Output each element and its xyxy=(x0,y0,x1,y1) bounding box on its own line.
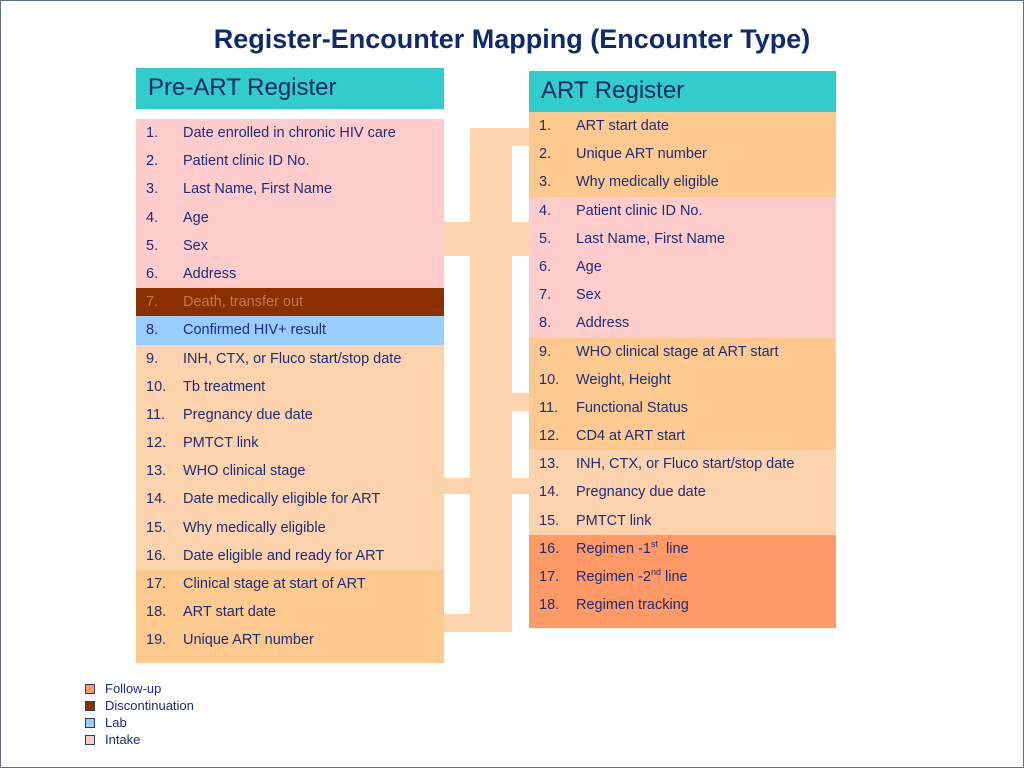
row-text xyxy=(183,175,444,203)
row-text-main: PMTCT link xyxy=(576,512,652,529)
row-number: 8. xyxy=(146,322,159,339)
row-text-main: Tb treatment xyxy=(183,378,266,395)
legend-label: Intake xyxy=(105,732,141,747)
row-number: 9. xyxy=(146,350,159,367)
row-number: 3. xyxy=(146,181,159,198)
art-register-header: ART Register xyxy=(529,71,836,112)
row-text xyxy=(576,507,836,535)
register-row xyxy=(529,478,836,506)
row-number: 1. xyxy=(539,118,552,134)
register-row xyxy=(529,225,836,253)
row-text xyxy=(576,394,836,422)
register-row xyxy=(136,401,444,429)
row-text-main: CD4 at ART start xyxy=(576,428,686,445)
legend-label: Follow-up xyxy=(105,681,162,696)
row-text-main: Regimen tracking xyxy=(576,597,689,614)
row-number: 17. xyxy=(146,576,167,592)
row-text-main: Patient clinic ID No. xyxy=(576,202,703,219)
row-text xyxy=(183,345,444,373)
register-row xyxy=(136,175,444,203)
row-text-main: Last Name, First Name xyxy=(576,230,726,247)
row-text-main: Weight, Height xyxy=(576,371,671,388)
register-row xyxy=(136,542,444,570)
register-row xyxy=(529,253,836,281)
register-row xyxy=(136,119,444,147)
row-text-main: Date enrolled in chronic HIV care xyxy=(183,125,396,141)
row-text-main: INH, CTX, or Fluco start/stop date xyxy=(576,456,795,473)
connector-functional xyxy=(512,393,530,411)
row-text xyxy=(576,112,836,140)
row-text-main: Clinical stage at start of ART xyxy=(183,576,366,592)
row-text xyxy=(183,204,444,232)
register-row xyxy=(136,485,444,513)
row-number: 14. xyxy=(539,484,560,501)
pre-art-footer-band xyxy=(136,655,444,663)
row-text xyxy=(576,281,836,309)
register-row xyxy=(529,112,836,140)
row-number: 19. xyxy=(146,632,167,649)
register-row xyxy=(136,288,444,316)
register-row xyxy=(136,570,444,598)
row-number: 13. xyxy=(539,456,560,473)
register-row xyxy=(529,338,836,366)
row-number: 13. xyxy=(146,463,167,480)
row-text xyxy=(183,288,444,316)
register-row xyxy=(529,168,836,196)
row-text-main: Regimen -2 xyxy=(576,569,651,585)
register-row xyxy=(136,373,444,401)
row-text xyxy=(576,422,836,450)
pre-art-row-list xyxy=(136,119,444,655)
connector-top xyxy=(470,128,530,146)
row-number: 4. xyxy=(146,209,159,226)
connector-vertical xyxy=(470,128,512,632)
row-text-main: Death, transfer out xyxy=(183,294,304,311)
register-row xyxy=(136,316,444,344)
pre-art-gap xyxy=(136,109,444,119)
register-row xyxy=(529,563,836,591)
art-register xyxy=(529,71,836,628)
row-text-superscript: nd xyxy=(650,567,661,578)
row-number: 7. xyxy=(539,287,552,304)
row-number: 11. xyxy=(146,406,166,423)
row-number: 16. xyxy=(539,540,560,557)
art-footer-band xyxy=(529,619,836,628)
row-text xyxy=(576,140,836,168)
legend-swatch xyxy=(85,701,95,711)
row-number: 10. xyxy=(146,378,167,395)
row-number: 11. xyxy=(539,399,559,416)
register-row xyxy=(529,535,836,563)
row-text xyxy=(576,197,836,225)
row-number: 8. xyxy=(539,315,552,332)
row-text-main: Regimen -1 xyxy=(576,540,651,557)
row-text xyxy=(183,316,444,344)
row-number: 1. xyxy=(146,125,159,141)
register-row xyxy=(529,140,836,168)
row-number: 3. xyxy=(539,174,552,191)
row-number: 6. xyxy=(146,265,159,282)
row-number: 12. xyxy=(539,428,560,445)
row-text-main: PMTCT link xyxy=(183,435,259,452)
row-text-main: Pregnancy due date xyxy=(576,484,706,501)
register-row xyxy=(529,309,836,337)
legend-swatch xyxy=(85,684,95,694)
legend-label: Discontinuation xyxy=(105,698,194,713)
row-text xyxy=(183,429,444,457)
row-text-main: Sex xyxy=(183,237,208,254)
register-row xyxy=(136,514,444,542)
row-text xyxy=(183,457,444,485)
row-text xyxy=(576,535,836,563)
legend-item xyxy=(85,731,194,748)
row-text xyxy=(576,478,836,506)
row-text-main: Date medically eligible for ART xyxy=(183,491,381,508)
row-number: 9. xyxy=(539,343,552,360)
legend-label: Lab xyxy=(105,715,127,730)
row-text xyxy=(576,338,836,366)
register-row xyxy=(529,197,836,225)
row-text xyxy=(183,232,444,260)
register-row xyxy=(136,429,444,457)
row-text-main: Confirmed HIV+ result xyxy=(183,322,327,339)
row-text-main: Functional Status xyxy=(576,399,689,416)
register-row xyxy=(529,281,836,309)
row-number: 12. xyxy=(146,435,167,452)
row-number: 15. xyxy=(539,512,560,529)
row-text-superscript: st xyxy=(650,538,658,549)
row-number: 2. xyxy=(146,153,159,170)
row-text-main: Age xyxy=(183,209,209,226)
register-row xyxy=(136,260,444,288)
row-text xyxy=(576,253,836,281)
row-text xyxy=(576,309,836,337)
pre-art-register xyxy=(136,68,444,663)
row-number: 6. xyxy=(539,258,552,275)
row-text xyxy=(183,598,444,626)
register-row xyxy=(529,591,836,619)
row-text-main: Why medically eligible xyxy=(576,174,719,191)
row-number: 17. xyxy=(539,569,560,585)
legend-swatch xyxy=(85,735,95,745)
row-text-main: WHO clinical stage at ART start xyxy=(576,343,779,360)
register-row xyxy=(136,457,444,485)
row-text-main: INH, CTX, or Fluco start/stop date xyxy=(183,350,402,367)
connector-intake xyxy=(444,222,530,256)
row-text xyxy=(576,450,836,478)
legend xyxy=(85,680,194,748)
legend-item xyxy=(85,714,194,731)
row-number: 16. xyxy=(146,547,167,564)
register-row xyxy=(136,232,444,260)
legend-swatch xyxy=(85,718,95,728)
connector-followup xyxy=(444,478,530,494)
row-text xyxy=(183,570,444,598)
row-text xyxy=(183,260,444,288)
row-text xyxy=(183,485,444,513)
page-title: Register-Encounter Mapping (Encounter Type) xyxy=(213,24,811,54)
row-number: 18. xyxy=(539,597,560,614)
row-text-main: Last Name, First Name xyxy=(183,181,333,198)
row-text xyxy=(576,366,836,394)
row-number: 14. xyxy=(146,491,167,508)
row-text-main: Address xyxy=(183,265,237,282)
row-text xyxy=(183,514,444,542)
row-text xyxy=(576,225,836,253)
art-row-list xyxy=(529,112,836,619)
row-number: 15. xyxy=(146,519,167,536)
row-text-main: Why medically eligible xyxy=(183,519,326,536)
row-text-main: Sex xyxy=(576,287,601,304)
row-text-main: Date eligible and ready for ART xyxy=(183,547,385,564)
row-number: 4. xyxy=(539,202,552,219)
row-text-main: Patient clinic ID No. xyxy=(183,153,310,170)
row-number: 2. xyxy=(539,146,552,163)
register-row xyxy=(529,366,836,394)
row-number: 7. xyxy=(146,294,159,311)
row-text-main: Unique ART number xyxy=(183,632,314,649)
row-text xyxy=(183,147,444,175)
row-text-suffix: line xyxy=(660,569,688,585)
register-row xyxy=(529,422,836,450)
register-row xyxy=(136,147,444,175)
pre-art-register-header: Pre-ART Register xyxy=(136,68,444,109)
row-text-main: ART start date xyxy=(576,118,669,134)
register-row xyxy=(136,204,444,232)
register-row xyxy=(529,394,836,422)
row-text xyxy=(576,563,836,591)
row-text xyxy=(576,591,836,619)
register-row xyxy=(529,450,836,478)
legend-item xyxy=(85,680,194,697)
row-text xyxy=(183,401,444,429)
legend-item xyxy=(85,697,194,714)
row-text xyxy=(576,168,836,196)
row-number: 5. xyxy=(146,237,159,254)
row-number: 18. xyxy=(146,604,167,621)
row-text-main: Address xyxy=(576,315,630,332)
row-text-main: Unique ART number xyxy=(576,146,707,163)
row-text xyxy=(183,626,444,654)
register-row xyxy=(136,345,444,373)
register-row xyxy=(529,507,836,535)
row-number: 5. xyxy=(539,230,552,247)
row-text-suffix: line xyxy=(657,540,689,557)
register-row xyxy=(136,626,444,654)
row-text-main: WHO clinical stage xyxy=(183,463,306,480)
row-text-main: ART start date xyxy=(183,604,276,621)
register-row xyxy=(136,598,444,626)
row-text xyxy=(183,373,444,401)
row-text xyxy=(183,542,444,570)
row-text-main: Pregnancy due date xyxy=(183,406,313,423)
row-number: 10. xyxy=(539,371,560,388)
row-text-main: Age xyxy=(576,258,602,275)
row-text xyxy=(183,119,444,147)
connector-art-start xyxy=(444,614,512,632)
